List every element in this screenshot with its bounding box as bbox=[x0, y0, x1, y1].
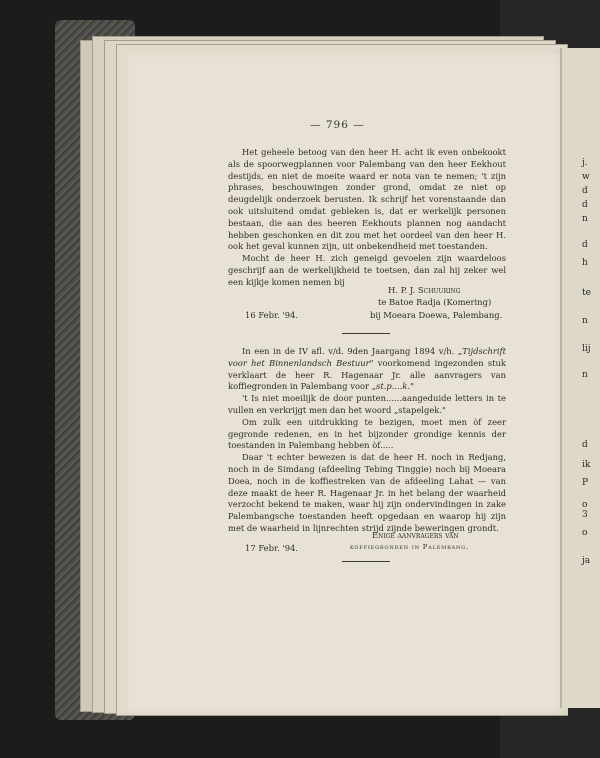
facing-fragment: o bbox=[582, 500, 588, 510]
journal-title: Tijdschrift voor het Binnenlandsch Bestuur bbox=[228, 346, 506, 368]
signature-line: koffiegronden in Palembang. bbox=[350, 543, 469, 551]
second-article-paragraph: In een in de IV afl. v/d. 9den Jaargang 1894 v/h. „Tijdschrift voor het Binnenlandsch Bestuur" voorkomend ingezonden stuk verklaart de heer R. Hagenaar Jr. alle aanvragers van koffiegronden in Palembang voor „st.p....k." bbox=[228, 346, 506, 392]
facing-fragment: d bbox=[582, 186, 588, 196]
first-article-paragraph: Het geheele betoog van den heer H. acht ik even onbekookt als de spoorwegplannen voor Palembang van den heer Eekhout destijds, en niet de moeite waard er nota van te nemen; 't zijn phrases, beschouwingen zonder grond, omdat ze niet op deugdelijk onderzoek berusten. Ik schrijf het vorenstaande dan ook uitsluitend omdat gebleken is, dat er werkelijk personen bestaan, die aan des heeren Eekhouts plannen nog aandacht hebben geschonken en dit zou met het oordeel van den heer H. ook het geval kunnen zijn, uit onbekendheid met toestanden. bbox=[228, 147, 506, 252]
facing-fragment: w bbox=[582, 172, 590, 182]
second-article-body bbox=[228, 346, 506, 535]
facing-fragment: o bbox=[582, 528, 588, 538]
facing-fragment: ik bbox=[582, 460, 591, 470]
quoted-letters: st.p....k. bbox=[376, 381, 411, 392]
first-article-body bbox=[228, 147, 506, 289]
facing-fragment: te bbox=[582, 288, 591, 298]
signature-place: bij Moeara Doewa, Palembang. bbox=[370, 310, 503, 320]
second-article-paragraph: Om zulk een uitdrukking te bezigen, moet men òf zeer gegronde redenen, en in het bijzonder grondige kennis der toestanden in Palembang hebben òf..... bbox=[228, 416, 506, 451]
facing-fragment: d bbox=[582, 240, 588, 250]
facing-fragment: 3 bbox=[582, 510, 588, 520]
facing-fragment: h bbox=[582, 258, 588, 268]
facing-fragment: ja bbox=[582, 556, 591, 566]
facing-fragment: j. bbox=[582, 158, 588, 168]
second-article-paragraph: Daar 't echter bewezen is dat de heer H. noch in Redjang, noch in de Simdang (afdeeling Tebing Tinggie) noch bij Moeara Doea, noch in de koffiestreken van de afdeeling Lahat — van deze maakt de heer R. Hagenaar Jr. in het belang der waarheid verzocht bekend te maken, waar hij zijn ondervindingen in zake Palembangsche toestanden heeft opgedaan en waarop hij zijn met de waarheid in lijnrechten strijd zijnde beweringen grondt. bbox=[228, 452, 506, 533]
facing-fragment: lij bbox=[582, 344, 591, 354]
signature-name: H. P. J. Schuuring bbox=[388, 285, 461, 295]
facing-fragment: n bbox=[582, 370, 588, 380]
facing-fragment: d bbox=[582, 440, 588, 450]
article-date: 16 Febr. '94. bbox=[245, 310, 299, 320]
facing-page bbox=[560, 48, 600, 708]
article-date: 17 Febr. '94. bbox=[245, 543, 299, 553]
signature-line: Enige aanvragers van bbox=[372, 530, 459, 540]
first-article-paragraph: Mocht de heer H. zich geneigd gevoelen zijn waardeloos geschrijf aan de werkelijkheid te toetsen, dan zal hij zeker wel een kijkje komen nemen bij bbox=[228, 253, 506, 287]
facing-fragment: P bbox=[582, 478, 589, 488]
signature-place: te Batoe Radja (Komering) bbox=[378, 297, 492, 307]
facing-fragment: n bbox=[582, 214, 588, 224]
facing-fragment: d bbox=[582, 200, 588, 210]
section-divider bbox=[342, 333, 390, 334]
facing-fragment: n bbox=[582, 316, 588, 326]
second-article-paragraph: 't Is niet moeilijk de door punten......aangeduide letters in te vullen en verkrijgt men dan het woord „stapelgek." bbox=[228, 393, 506, 415]
page-number: — 796 — bbox=[310, 119, 365, 131]
section-divider bbox=[342, 561, 390, 562]
